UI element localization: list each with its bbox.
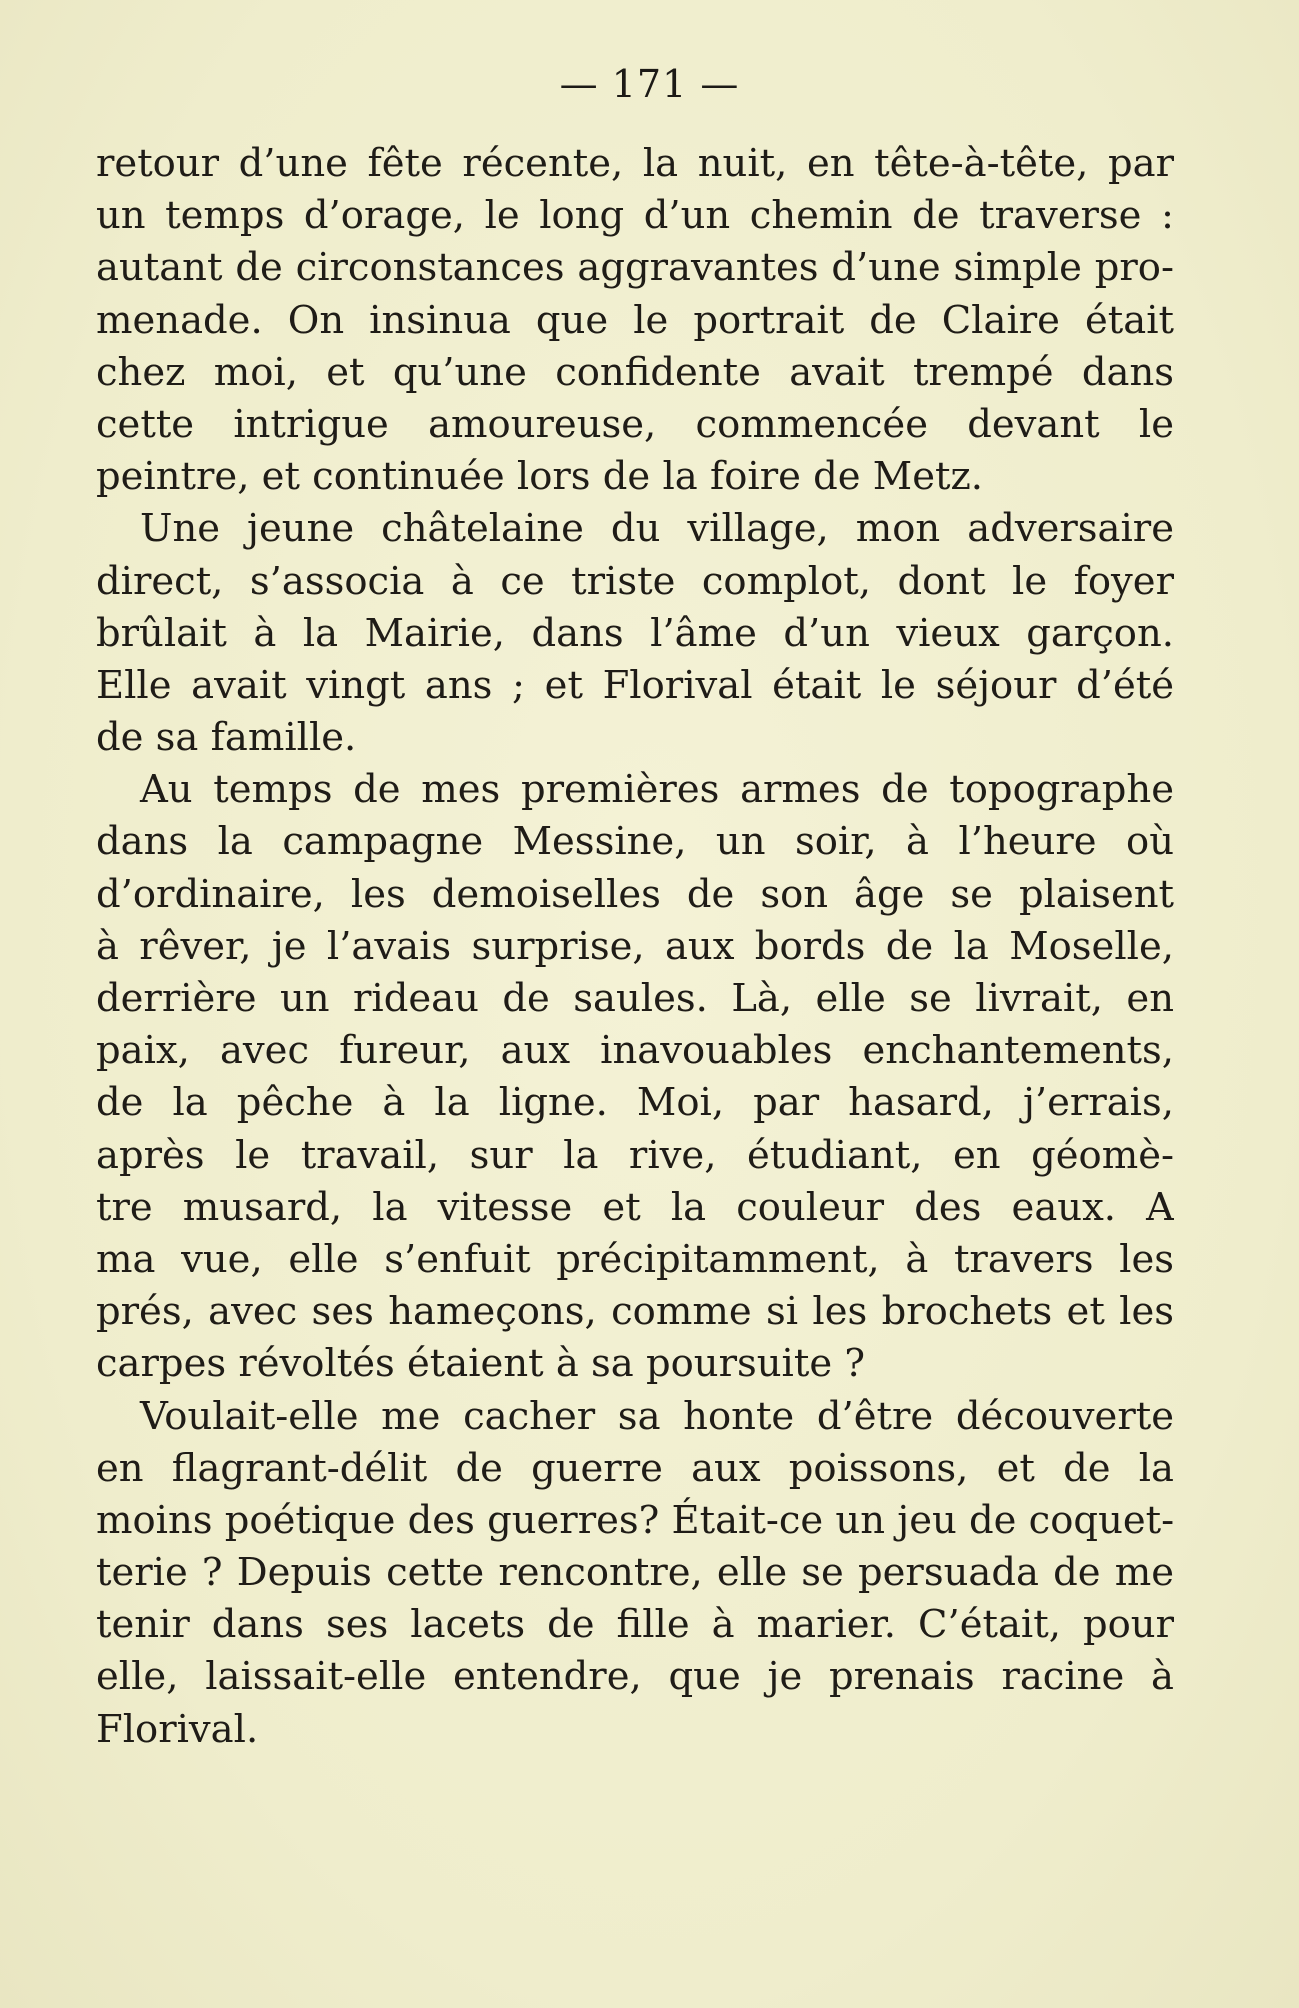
text-line: peintre, et continuée lors de la foire de Metz. — [96, 454, 983, 500]
body-text — [96, 138, 1174, 1756]
text-line: paix, avec fureur, aux inavouables enchantements, — [96, 1028, 1174, 1074]
text-line: brûlait à la Mairie, dans l’âme d’un vieux garçon. — [96, 610, 1174, 656]
text-line: autant de circonstances aggravantes d’une simple pro- — [96, 245, 1174, 291]
text-line: Florival. — [96, 1706, 259, 1752]
text-line: chez moi, et qu’une confidente avait trempé dans — [96, 349, 1174, 395]
text-line: tre musard, la vitesse et la couleur des eaux. A — [96, 1184, 1174, 1230]
text-line: ma vue, elle s’enfuit précipitamment, à travers les — [96, 1236, 1174, 1282]
text-line: dans la campagne Messine, un soir, à l’heure où — [96, 819, 1174, 865]
text-line: après le travail, sur la rive, étudiant, en géomè- — [96, 1132, 1174, 1178]
text-line: un temps d’orage, le long d’un chemin de traverse : — [96, 193, 1174, 239]
text-line: elle, laissait-elle entendre, que je prenais racine à — [96, 1654, 1174, 1700]
text-line: cette intrigue amoureuse, commencée devant le — [96, 401, 1174, 447]
text-line: Au temps de mes premières armes de topographe — [140, 767, 1174, 813]
text-line: tenir dans ses lacets de fille à marier. C’était, pour — [96, 1602, 1174, 1648]
text-line: Voulait-elle me cacher sa honte d’être découverte — [140, 1393, 1174, 1439]
text-line: de sa famille. — [96, 715, 357, 761]
text-line: Elle avait vingt ans ; et Florival était le séjour d’été — [96, 662, 1174, 708]
text-line: derrière un rideau de saules. Là, elle se livrait, en — [96, 976, 1174, 1021]
text-line: prés, avec ses hameçons, comme si les brochets et les — [96, 1289, 1174, 1335]
text-line: en flagrant-délit de guerre aux poissons, et de la — [96, 1445, 1174, 1491]
text-line: carpes révoltés étaient à sa poursuite ? — [96, 1341, 866, 1387]
text-line: moins poétique des guerres? Était-ce un jeu de coquet- — [96, 1497, 1174, 1543]
text-line: menade. On insinua que le portrait de Claire était — [96, 297, 1174, 343]
text-line: à rêver, je l’avais surprise, aux bords de la Moselle, — [96, 923, 1174, 969]
text-line: direct, s’associa à ce triste complot, dont le foyer — [96, 558, 1174, 604]
text-line: Une jeune châtelaine du village, mon adversaire — [140, 506, 1174, 552]
text-line: d’ordinaire, les demoiselles de son âge se plaisent — [96, 871, 1174, 917]
page-number: — 171 — — [559, 62, 740, 106]
text-line: retour d’une fête récente, la nuit, en tête-à-tête, par — [96, 141, 1174, 186]
text-line: terie ? Depuis cette rencontre, elle se persuada de me — [96, 1550, 1174, 1596]
text-line: de la pêche à la ligne. Moi, par hasard, j’errais, — [96, 1080, 1174, 1126]
